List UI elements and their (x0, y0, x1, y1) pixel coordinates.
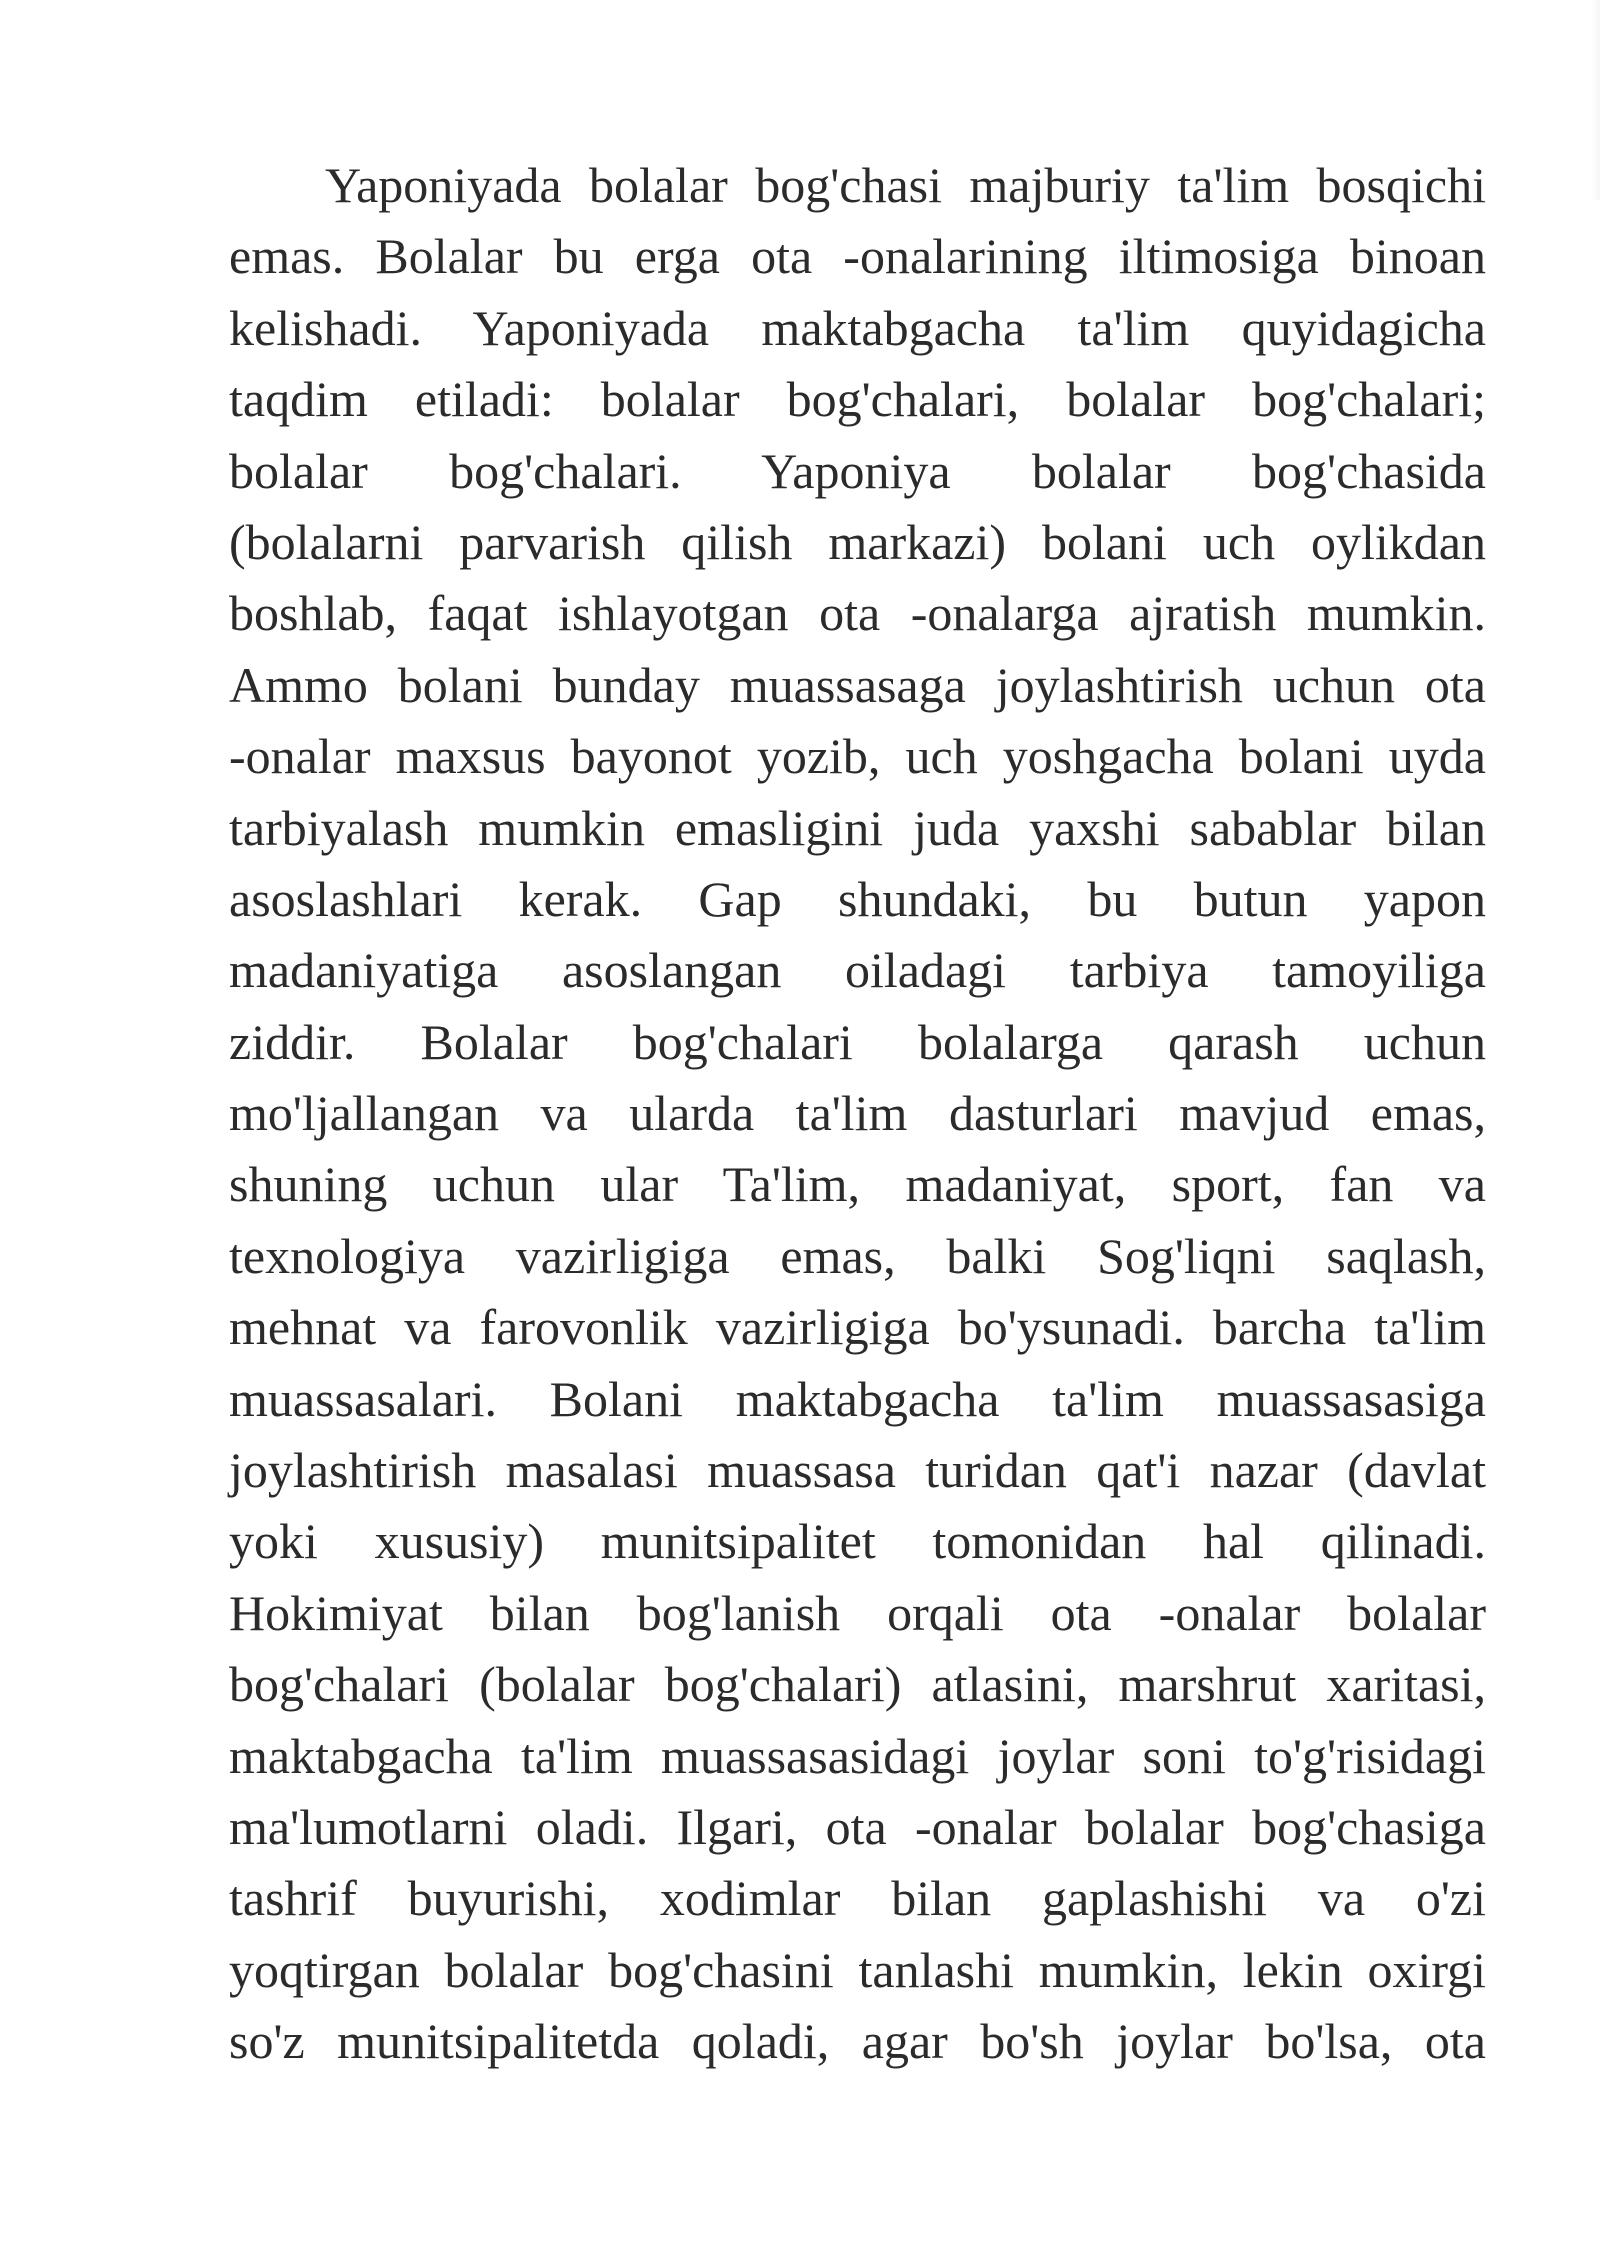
paragraph-line: texnologiya vazirligiga emas, balki Sog'liqni saqlash, (229, 1227, 1486, 1284)
paragraph-line: -onalar maxsus bayonot yozib, uch yoshgacha bolani uyda (229, 728, 1486, 785)
paragraph-line: ziddir. Bolalar bog'chalari bolalarga qarash uchun (229, 1013, 1486, 1070)
paragraph-line: mehnat va farovonlik vazirligiga bo'ysunadi. barcha ta'lim (229, 1299, 1486, 1356)
paragraph-line: Hokimiyat bilan bog'lanish orqali ota -onalar bolalar (229, 1584, 1486, 1641)
paragraph-line: asoslashlari kerak. Gap shundaki, bu butun yapon (229, 870, 1486, 927)
paragraph-line: tarbiyalash mumkin emasligini juda yaxshi sabablar bilan (229, 799, 1486, 856)
paragraph-line: joylashtirish masalasi muassasa turidan qat'i nazar (davlat (229, 1442, 1486, 1499)
paragraph-line: maktabgacha ta'lim muassasasidagi joylar soni to'g'risidagi (229, 1727, 1486, 1784)
paragraph-line: madaniyatiga asoslangan oiladagi tarbiya tamoyiliga (229, 942, 1486, 999)
body-paragraph (229, 150, 1486, 2078)
paragraph-line: bog'chalari (bolalar bog'chalari) atlasini, marshrut xaritasi, (229, 1656, 1486, 1713)
paragraph-line: yoqtirgan bolalar bog'chasini tanlashi mumkin, lekin oxirgi (229, 1941, 1486, 1998)
paragraph-line: ma'lumotlarni oladi. Ilgari, ota -onalar bolalar bog'chasiga (229, 1798, 1486, 1855)
paragraph-line: so'z munitsipalitetda qoladi, agar bo'sh joylar bo'lsa, ota (229, 2013, 1486, 2070)
paragraph-line: mo'ljallangan va ularda ta'lim dasturlari mavjud emas, (229, 1085, 1486, 1142)
paragraph-line: tashrif buyurishi, xodimlar bilan gaplashishi va o'zi (229, 1870, 1486, 1927)
paragraph-line: yoki xususiy) munitsipalitet tomonidan hal qilinadi. (229, 1513, 1486, 1570)
paragraph-line: emas. Bolalar bu erga ota -onalarining iltimosiga binoan (229, 228, 1486, 285)
paragraph-line: bolalar bog'chalari. Yaponiya bolalar bog'chasida (229, 442, 1486, 499)
page-edge-shadow (1590, 0, 1600, 200)
paragraph-line: Yaponiyada bolalar bog'chasi majburiy ta'lim bosqichi (325, 157, 1486, 213)
paragraph-line: muassasalari. Bolani maktabgacha ta'lim muassasasiga (229, 1370, 1486, 1427)
paragraph-line: Ammo bolani bunday muassasaga joylashtirish uchun ota (229, 656, 1486, 713)
paragraph-line: kelishadi. Yaponiyada maktabgacha ta'lim quyidagicha (229, 299, 1486, 356)
paragraph-line: shuning uchun ular Ta'lim, madaniyat, sport, fan va (229, 1156, 1486, 1213)
paragraph-line: boshlab, faqat ishlayotgan ota -onalarga ajratish mumkin. (229, 585, 1486, 642)
paragraph-line: (bolalarni parvarish qilish markazi) bolani uch oylikdan (229, 513, 1486, 570)
paragraph-line: taqdim etiladi: bolalar bog'chalari, bolalar bog'chalari; (229, 371, 1486, 428)
